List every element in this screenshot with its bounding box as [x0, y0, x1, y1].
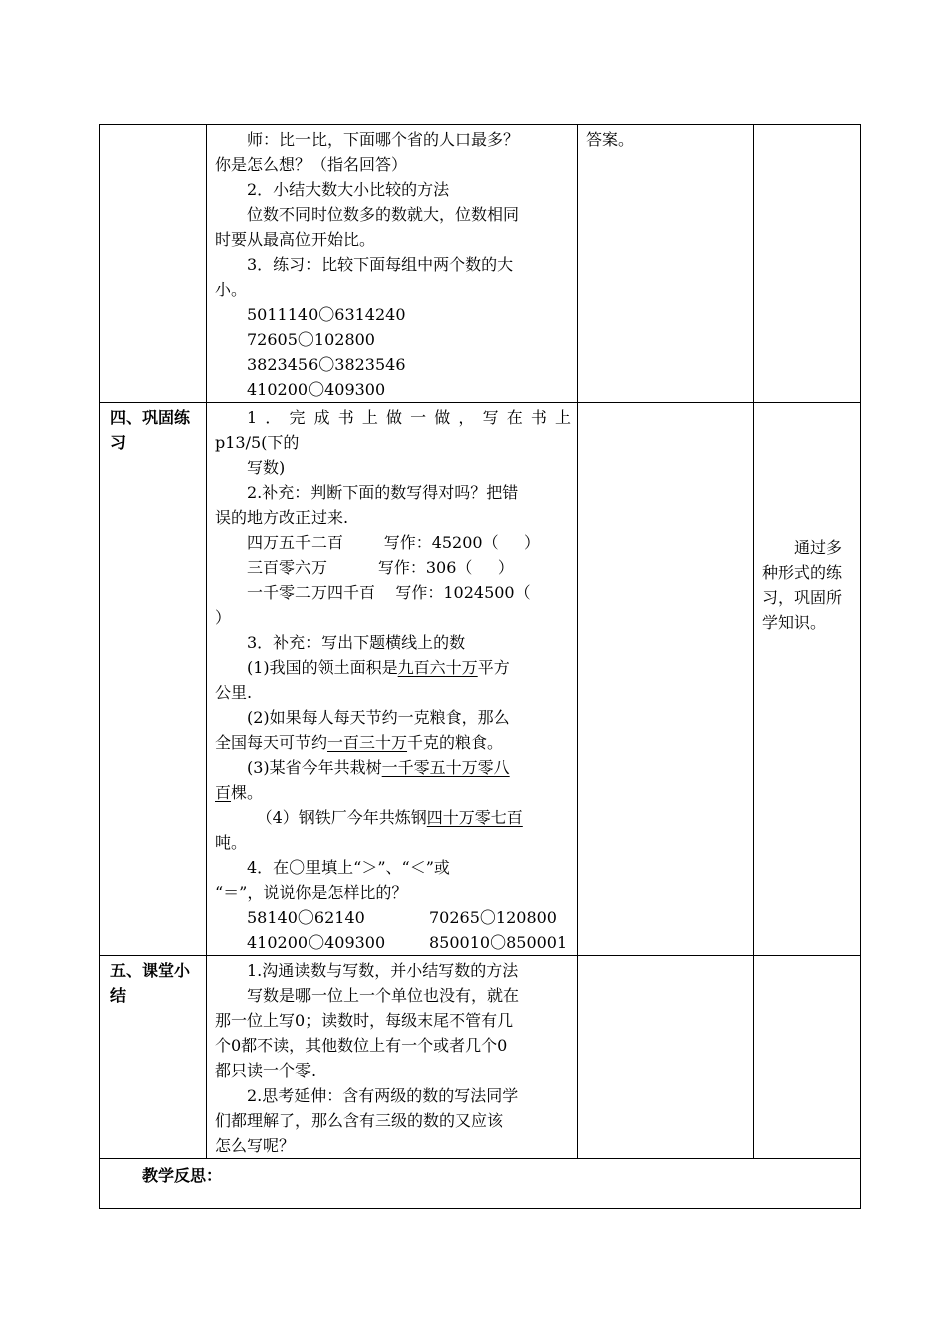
- text-line: 1.沟通读数与写数，并小结写数的方法: [247, 961, 519, 980]
- comparison-item: 72605〇102800: [247, 330, 375, 349]
- fill-question: (1)我国的领土面积是九百六十万平方: [247, 658, 510, 677]
- text-line: 个0都不读，其他数位上有一个或者几个0: [215, 1036, 508, 1055]
- fill-question: （4）钢铁厂今年共炼钢四十万零七百: [256, 808, 523, 827]
- student-cell-empty: [578, 403, 754, 956]
- text-line: 写数是哪一位上一个单位也没有，就在: [247, 986, 520, 1005]
- note-cell-empty: [754, 125, 861, 403]
- process-cell: [207, 125, 578, 403]
- text-line: 公里.: [215, 683, 253, 702]
- text-line: 你是怎么想？（指名回答）: [215, 155, 408, 174]
- judge-item: 三百零六万 写作：306（ ）: [247, 558, 514, 577]
- text-line: 那一位上写0；读数时，每级末尾不管有几: [215, 1011, 514, 1030]
- comparison-item: 5011140〇6314240: [247, 305, 406, 324]
- reflection-label: 教学反思：: [142, 1166, 223, 1185]
- lesson-plan-table: [99, 124, 861, 1209]
- text-line: 2．小结大数大小比较的方法: [247, 180, 450, 199]
- text-line: 3．补充：写出下题横线上的数: [247, 633, 466, 652]
- text-line: 4．在〇里填上“＞”、“＜”或: [247, 858, 450, 877]
- text-line: 怎么写呢？: [215, 1136, 296, 1155]
- text-line: 位数不同时位数多的数就大，位数相同: [247, 205, 520, 224]
- text-line: 们都理解了，那么含有三级的数的又应该: [215, 1111, 504, 1130]
- note-cell: [754, 403, 861, 956]
- process-cell: [207, 403, 578, 956]
- judge-item: 一千零二万四千百 写作：1024500（: [247, 583, 531, 602]
- note-cell-empty: [754, 956, 861, 1159]
- text-line: 都只读一个零.: [215, 1061, 317, 1080]
- text-line: 2.思考延伸：含有两级的数的写法同学: [247, 1086, 519, 1105]
- process-cell: [207, 956, 578, 1159]
- text-line: “＝”，说说你是怎样比的？: [215, 883, 408, 902]
- row-continuation: [100, 125, 861, 403]
- comparison-item: 410200〇409300: [247, 380, 386, 399]
- text-line: 时要从最高位开始比。: [215, 230, 376, 249]
- text-line: 吨。: [215, 833, 248, 852]
- text-line: 2.补充：判断下面的数写得对吗？把错: [247, 483, 519, 502]
- section-title-summary: 五、课堂小结: [110, 961, 191, 1005]
- fill-question: (2)如果每人每天节约一克粮食，那么: [247, 708, 510, 727]
- fill-question: (3)某省今年共栽树一千零五十万零八: [247, 758, 510, 777]
- text-line: 写数): [247, 458, 286, 477]
- text-line: p13/5(下的: [215, 433, 300, 452]
- section-cell: [100, 403, 207, 956]
- design-note: 通过多种形式的练习，巩固所学知识。: [762, 538, 843, 632]
- text-line: 1．完成书上做一做，写在书上: [247, 408, 571, 427]
- judge-item: 四万五千二百 写作：45200（ ）: [247, 533, 541, 552]
- answer-text: 答案。: [586, 130, 635, 149]
- fill-question: 百棵。: [215, 783, 264, 802]
- comparison-pair: 410200〇409300 850010〇850001: [247, 933, 568, 952]
- student-cell-empty: [578, 956, 754, 1159]
- section-cell: [100, 956, 207, 1159]
- section-cell-empty: [100, 125, 207, 403]
- comparison-item: 3823456〇3823546: [247, 355, 406, 374]
- text-line: 小。: [215, 280, 248, 299]
- comparison-pair: 58140〇62140 70265〇120800: [247, 908, 557, 927]
- fill-question: 全国每天可节约一百三十万千克的粮食。: [215, 733, 504, 752]
- text-line: ）: [215, 608, 232, 627]
- row-practice: [100, 403, 861, 956]
- row-summary: [100, 956, 861, 1159]
- reflection-cell: [100, 1159, 861, 1209]
- text-line: 师：比一比，下面哪个省的人口最多？: [247, 130, 520, 149]
- text-line: 3．练习：比较下面每组中两个数的大: [247, 255, 514, 274]
- student-cell: [578, 125, 754, 403]
- section-title-practice: 四、巩固练习: [110, 408, 191, 452]
- row-reflection: [100, 1159, 861, 1209]
- text-line: 误的地方改正过来.: [215, 508, 349, 527]
